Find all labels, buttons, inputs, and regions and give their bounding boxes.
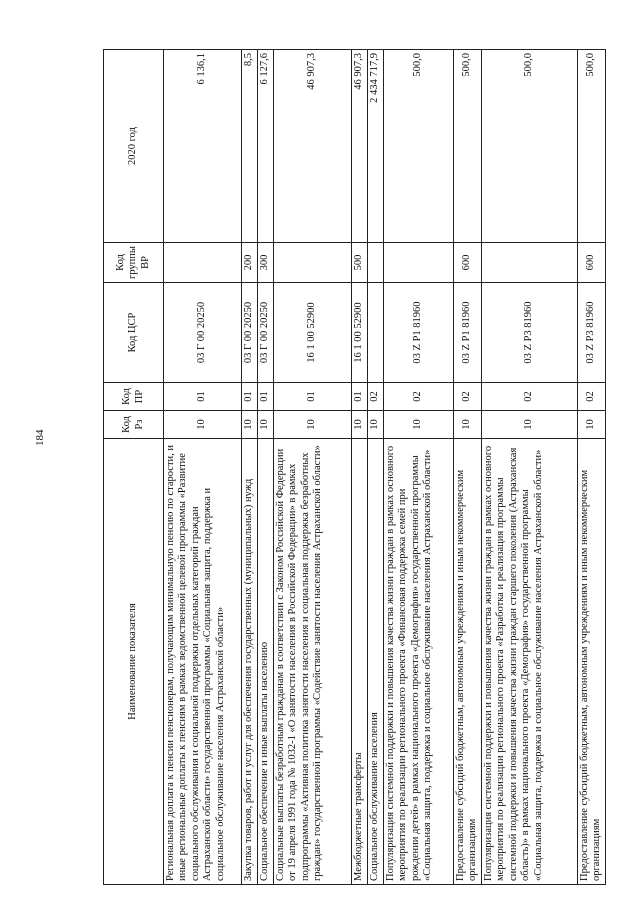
budget-table-wrapper (103, 50, 603, 885)
row-pr: 01 (258, 383, 274, 411)
table-header-row (104, 50, 164, 885)
row-name: Популяризация системной поддержки и повышения качества жизни граждан в рамках основного мероприятия по реализации регионального проекта «Финансовая поддержка семей при рождении детей» в рамках национального проекта «Демография» государственной программы «Социальная защита, поддержка и социальное обслуживание населения Астраханской области» (384, 439, 454, 885)
row-pr: 01 (164, 383, 242, 411)
row-csr: 03 Z P1 81960 (384, 283, 454, 383)
row-name: Социальные выплаты безработным гражданам в соответствии с Законом Российской Федерации от 19 апреля 1991 года № 1032-1 «О занятости населения в Российской Федерации» в рамках подпрограммы «Активная политика занятости населения и социальная поддержка безработных граждан» государственной программы «Содействие занятости населения Астраханской области» (274, 439, 352, 885)
header-vr: Код группы ВР (104, 243, 164, 283)
row-vr (368, 243, 384, 283)
row-name: Социальное обеспечение и иные выплаты населению (258, 439, 274, 885)
row-value: 500,0 (384, 50, 454, 243)
table-row (352, 50, 368, 885)
row-name: Региональная доплата к пенсии пенсионерам, получающим минимальную пенсию по старости, и иные региональные доплаты к пенсиям в рамках ведомственной целевой программы «Развитие социального обслуживания и социальной поддержки отдельных категорий граждан Астраханской области» государственной программы «Социальная защита, поддержка и социальное обслуживание населения Астраханской области» (164, 439, 242, 885)
row-vr (274, 243, 352, 283)
row-value: 500,0 (578, 50, 606, 243)
header-year: 2020 год (104, 50, 164, 243)
row-value: 6 127,6 (258, 50, 274, 243)
row-vr: 200 (242, 243, 258, 283)
row-rz: 10 (454, 411, 482, 439)
row-pr: 02 (482, 383, 578, 411)
row-csr: 03 Z P3 81960 (482, 283, 578, 383)
table-row (454, 50, 482, 885)
row-vr (482, 243, 578, 283)
row-csr: 03 Г 00 20250 (258, 283, 274, 383)
row-name: Предоставление субсидий бюджетным, автономным учреждениям и иным некоммерческим организациям (578, 439, 606, 885)
row-pr: 02 (368, 383, 384, 411)
row-rz: 10 (578, 411, 606, 439)
row-pr: 02 (578, 383, 606, 411)
row-rz: 10 (368, 411, 384, 439)
row-csr: 03 Г 00 20250 (164, 283, 242, 383)
table-row (274, 50, 352, 885)
row-pr: 02 (454, 383, 482, 411)
table-row (578, 50, 606, 885)
row-csr: 16 1 00 52900 (352, 283, 368, 383)
header-name: Наименование показателя (104, 439, 164, 885)
table-row (242, 50, 258, 885)
row-value: 2 434 717,9 (368, 50, 384, 243)
row-csr: 03 Г 00 20250 (242, 283, 258, 383)
row-vr (164, 243, 242, 283)
row-vr: 300 (258, 243, 274, 283)
row-rz: 10 (274, 411, 352, 439)
row-vr: 500 (352, 243, 368, 283)
row-rz: 10 (384, 411, 454, 439)
table-row (164, 50, 242, 885)
row-value: 6 136,1 (164, 50, 242, 243)
row-pr: 02 (384, 383, 454, 411)
row-name: Социальное обслуживание населения (368, 439, 384, 885)
table-row (482, 50, 578, 885)
header-rz: Код Рз (104, 411, 164, 439)
header-pr: Код ПР (104, 383, 164, 411)
row-vr: 600 (578, 243, 606, 283)
row-csr: 16 1 00 52900 (274, 283, 352, 383)
row-rz: 10 (242, 411, 258, 439)
table-row (368, 50, 384, 885)
table-row (384, 50, 454, 885)
row-rz: 10 (164, 411, 242, 439)
row-value: 46 907,3 (274, 50, 352, 243)
row-name: Закупка товаров, работ и услуг для обеспечения государственных (муниципальных) нужд (242, 439, 258, 885)
budget-table (103, 49, 606, 885)
row-value: 46 907,3 (352, 50, 368, 243)
row-pr: 01 (242, 383, 258, 411)
row-rz: 10 (258, 411, 274, 439)
row-name: Популяризация системной поддержки и повышения качества жизни граждан в рамках основного мероприятия по реализации регионального проекта «Разработка и реализация программы системной поддержки и повышения качества жизни граждан старшего поколения (Астраханская область)» в рамках национального проекта «Демография» государственной программы «Социальная защита, поддержка и социальное обслуживание населения Астраханской области» (482, 439, 578, 885)
row-name: Межбюджетные трансферты (352, 439, 368, 885)
row-pr: 01 (274, 383, 352, 411)
table-row (258, 50, 274, 885)
row-pr: 01 (352, 383, 368, 411)
row-rz: 10 (352, 411, 368, 439)
row-vr (384, 243, 454, 283)
page-number: 184 (34, 429, 46, 446)
row-value: 8,5 (242, 50, 258, 243)
row-value: 500,0 (454, 50, 482, 243)
row-csr (368, 283, 384, 383)
row-vr: 600 (454, 243, 482, 283)
row-rz: 10 (482, 411, 578, 439)
row-csr: 03 Z P1 81960 (454, 283, 482, 383)
row-csr: 03 Z P3 81960 (578, 283, 606, 383)
header-csr: Код ЦСР (104, 283, 164, 383)
row-name: Предоставление субсидий бюджетным, автономным учреждениям и иным некоммерческим организациям (454, 439, 482, 885)
row-value: 500,0 (482, 50, 578, 243)
